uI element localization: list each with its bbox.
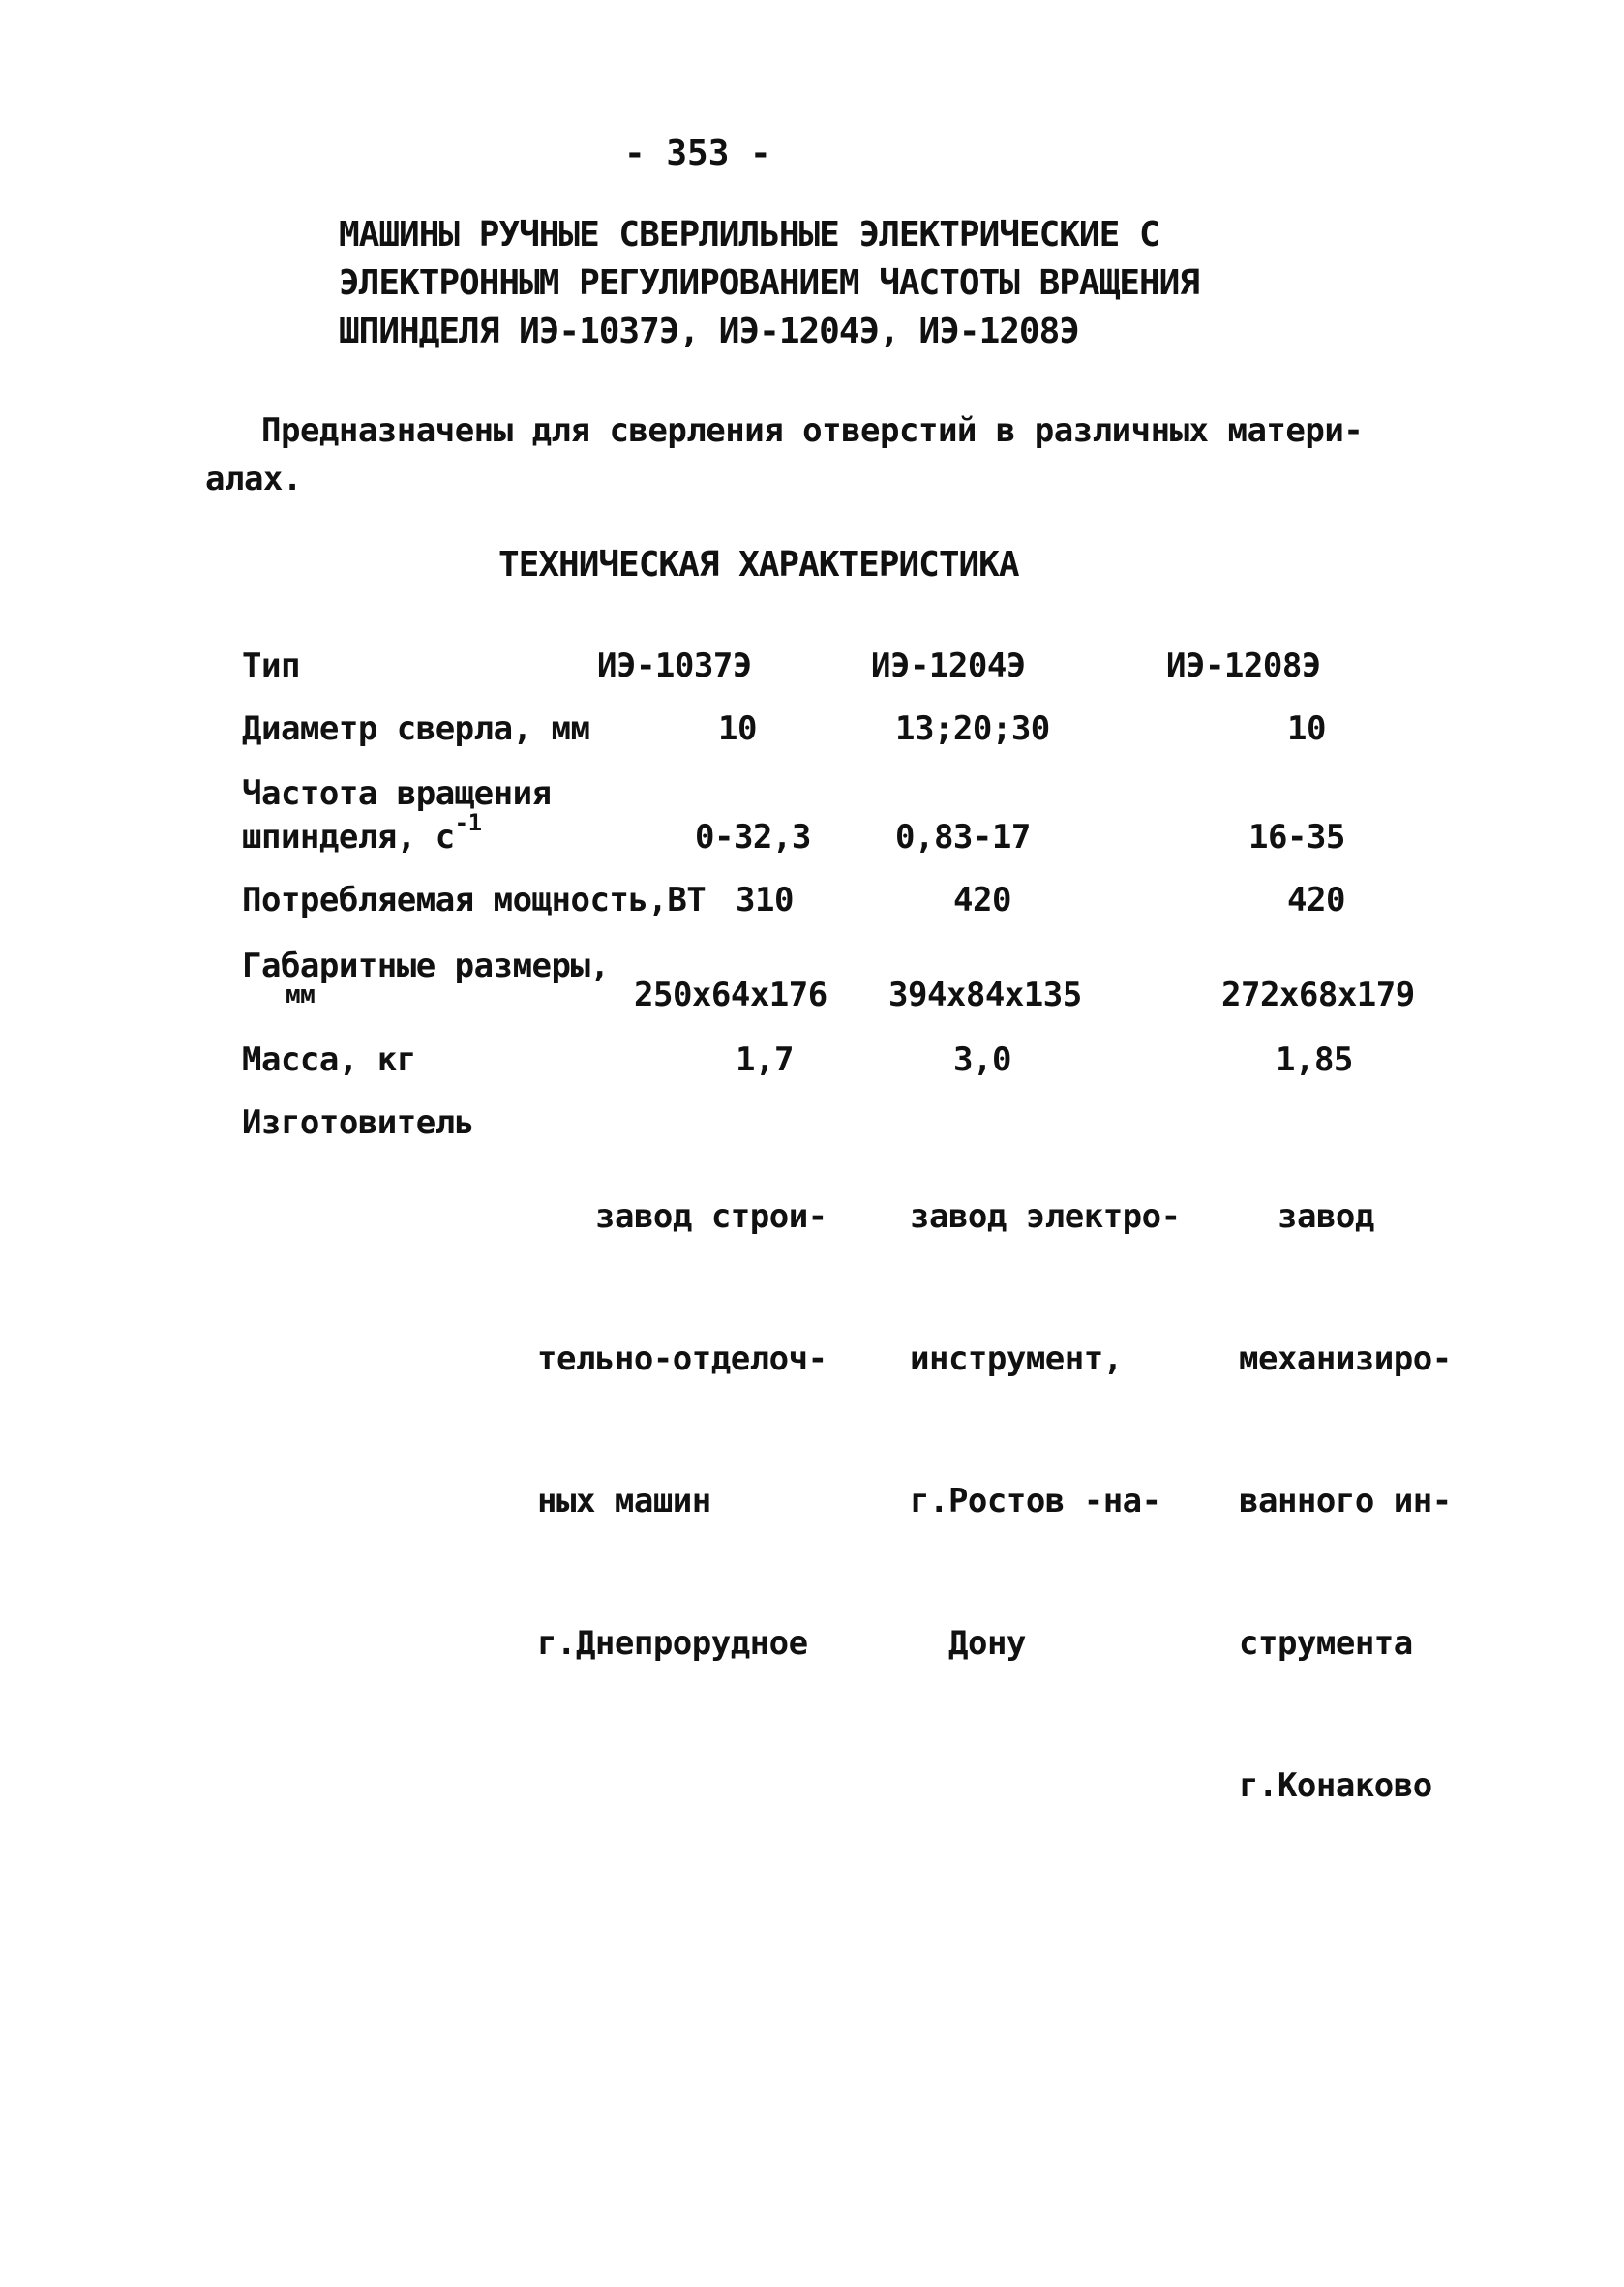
manufacturer-3-line: струмента [1239,1624,1413,1663]
spec-value-power-1: 310 [736,881,794,919]
spec-label-mass: Масса, кг [242,1040,416,1079]
spec-label-manufacturer: Изготовитель [242,1103,474,1142]
manufacturer-1-line: тельно-отделоч- [537,1339,827,1378]
manufacturer-1 [537,1098,827,1762]
spindle-speed-label-text: шпинделя, с [242,818,455,857]
section-heading: ТЕХНИЧЕСКАЯ ХАРАКТЕРИСТИКА [498,545,1019,585]
spec-value-type-3: ИЭ-1208Э [1166,647,1321,685]
spec-label-type: Тип [242,647,300,685]
manufacturer-2 [910,1098,1181,1762]
spec-value-drill-diameter-2: 13;20;30 [895,709,1050,748]
page-number: - 353 - [624,134,771,173]
spec-value-type-1: ИЭ-1037Э [597,647,752,685]
manufacturer-2-line: инструмент, [910,1339,1123,1378]
title-line-2: ЭЛЕКТРОННЫМ РЕГУЛИРОВАНИЕМ ЧАСТОТЫ ВРАЩЕНИЯ [339,263,1199,303]
spec-label-dimensions-line-1: Габаритные размеры, [242,947,610,985]
spec-label-dimensions-line-2: мм [286,980,316,1009]
manufacturer-3-line: механизиро- [1239,1339,1452,1378]
title-line-1: МАШИНЫ РУЧНЫЕ СВЕРЛИЛЬНЫЕ ЭЛЕКТРИЧЕСКИЕ С [339,215,1159,255]
spec-value-mass-1: 1,7 [736,1040,794,1079]
spec-value-drill-diameter-1: 10 [718,709,757,748]
manufacturer-2-line: г.Ростов -на- [910,1482,1161,1520]
intro-line-2: алах. [205,460,302,498]
spec-value-type-2: ИЭ-1204Э [871,647,1026,685]
manufacturer-3-line: ванного ин- [1239,1482,1452,1520]
spec-value-dimensions-3: 272х68х179 [1221,976,1415,1014]
spec-value-dimensions-1: 250х64х176 [634,976,827,1014]
manufacturer-2-line: Дону [948,1624,1026,1663]
manufacturer-3-line: г.Конаково [1239,1766,1432,1805]
manufacturer-2-line: завод электро- [910,1197,1181,1236]
manufacturer-1-line: г.Днепрорудное [537,1624,808,1663]
spec-label-spindle-speed-line-2 [242,809,482,857]
spindle-speed-unit-exponent: -1 [454,809,482,836]
manufacturer-1-line: завод строи- [595,1197,827,1236]
manufacturer-1-line: ных машин [537,1482,711,1520]
spec-value-spindle-speed-2: 0,83-17 [895,818,1031,857]
spec-label-power: Потребляемая мощность,ВТ [242,881,707,919]
spec-value-mass-2: 3,0 [953,1040,1011,1079]
spec-value-spindle-speed-1: 0-32,3 [695,818,811,857]
spec-value-mass-3: 1,85 [1276,1040,1353,1079]
manufacturer-3-line: завод [1278,1197,1374,1236]
spec-value-spindle-speed-3: 16-35 [1248,818,1345,857]
spec-value-drill-diameter-3: 10 [1287,709,1326,748]
spec-value-power-2: 420 [953,881,1011,919]
spec-label-spindle-speed-line-1: Частота вращения [242,774,552,813]
spec-label-drill-diameter: Диаметр сверла, мм [242,709,590,748]
intro-line-1: Предназначены для сверления отверстий в различных матери- [261,411,1364,450]
title-line-3: ШПИНДЕЛЯ ИЭ-1037Э, ИЭ-1204Э, ИЭ-1208Э [339,312,1079,351]
spec-value-dimensions-2: 394х84х135 [888,976,1082,1014]
spec-value-power-3: 420 [1287,881,1345,919]
manufacturer-3 [1239,1098,1452,1905]
